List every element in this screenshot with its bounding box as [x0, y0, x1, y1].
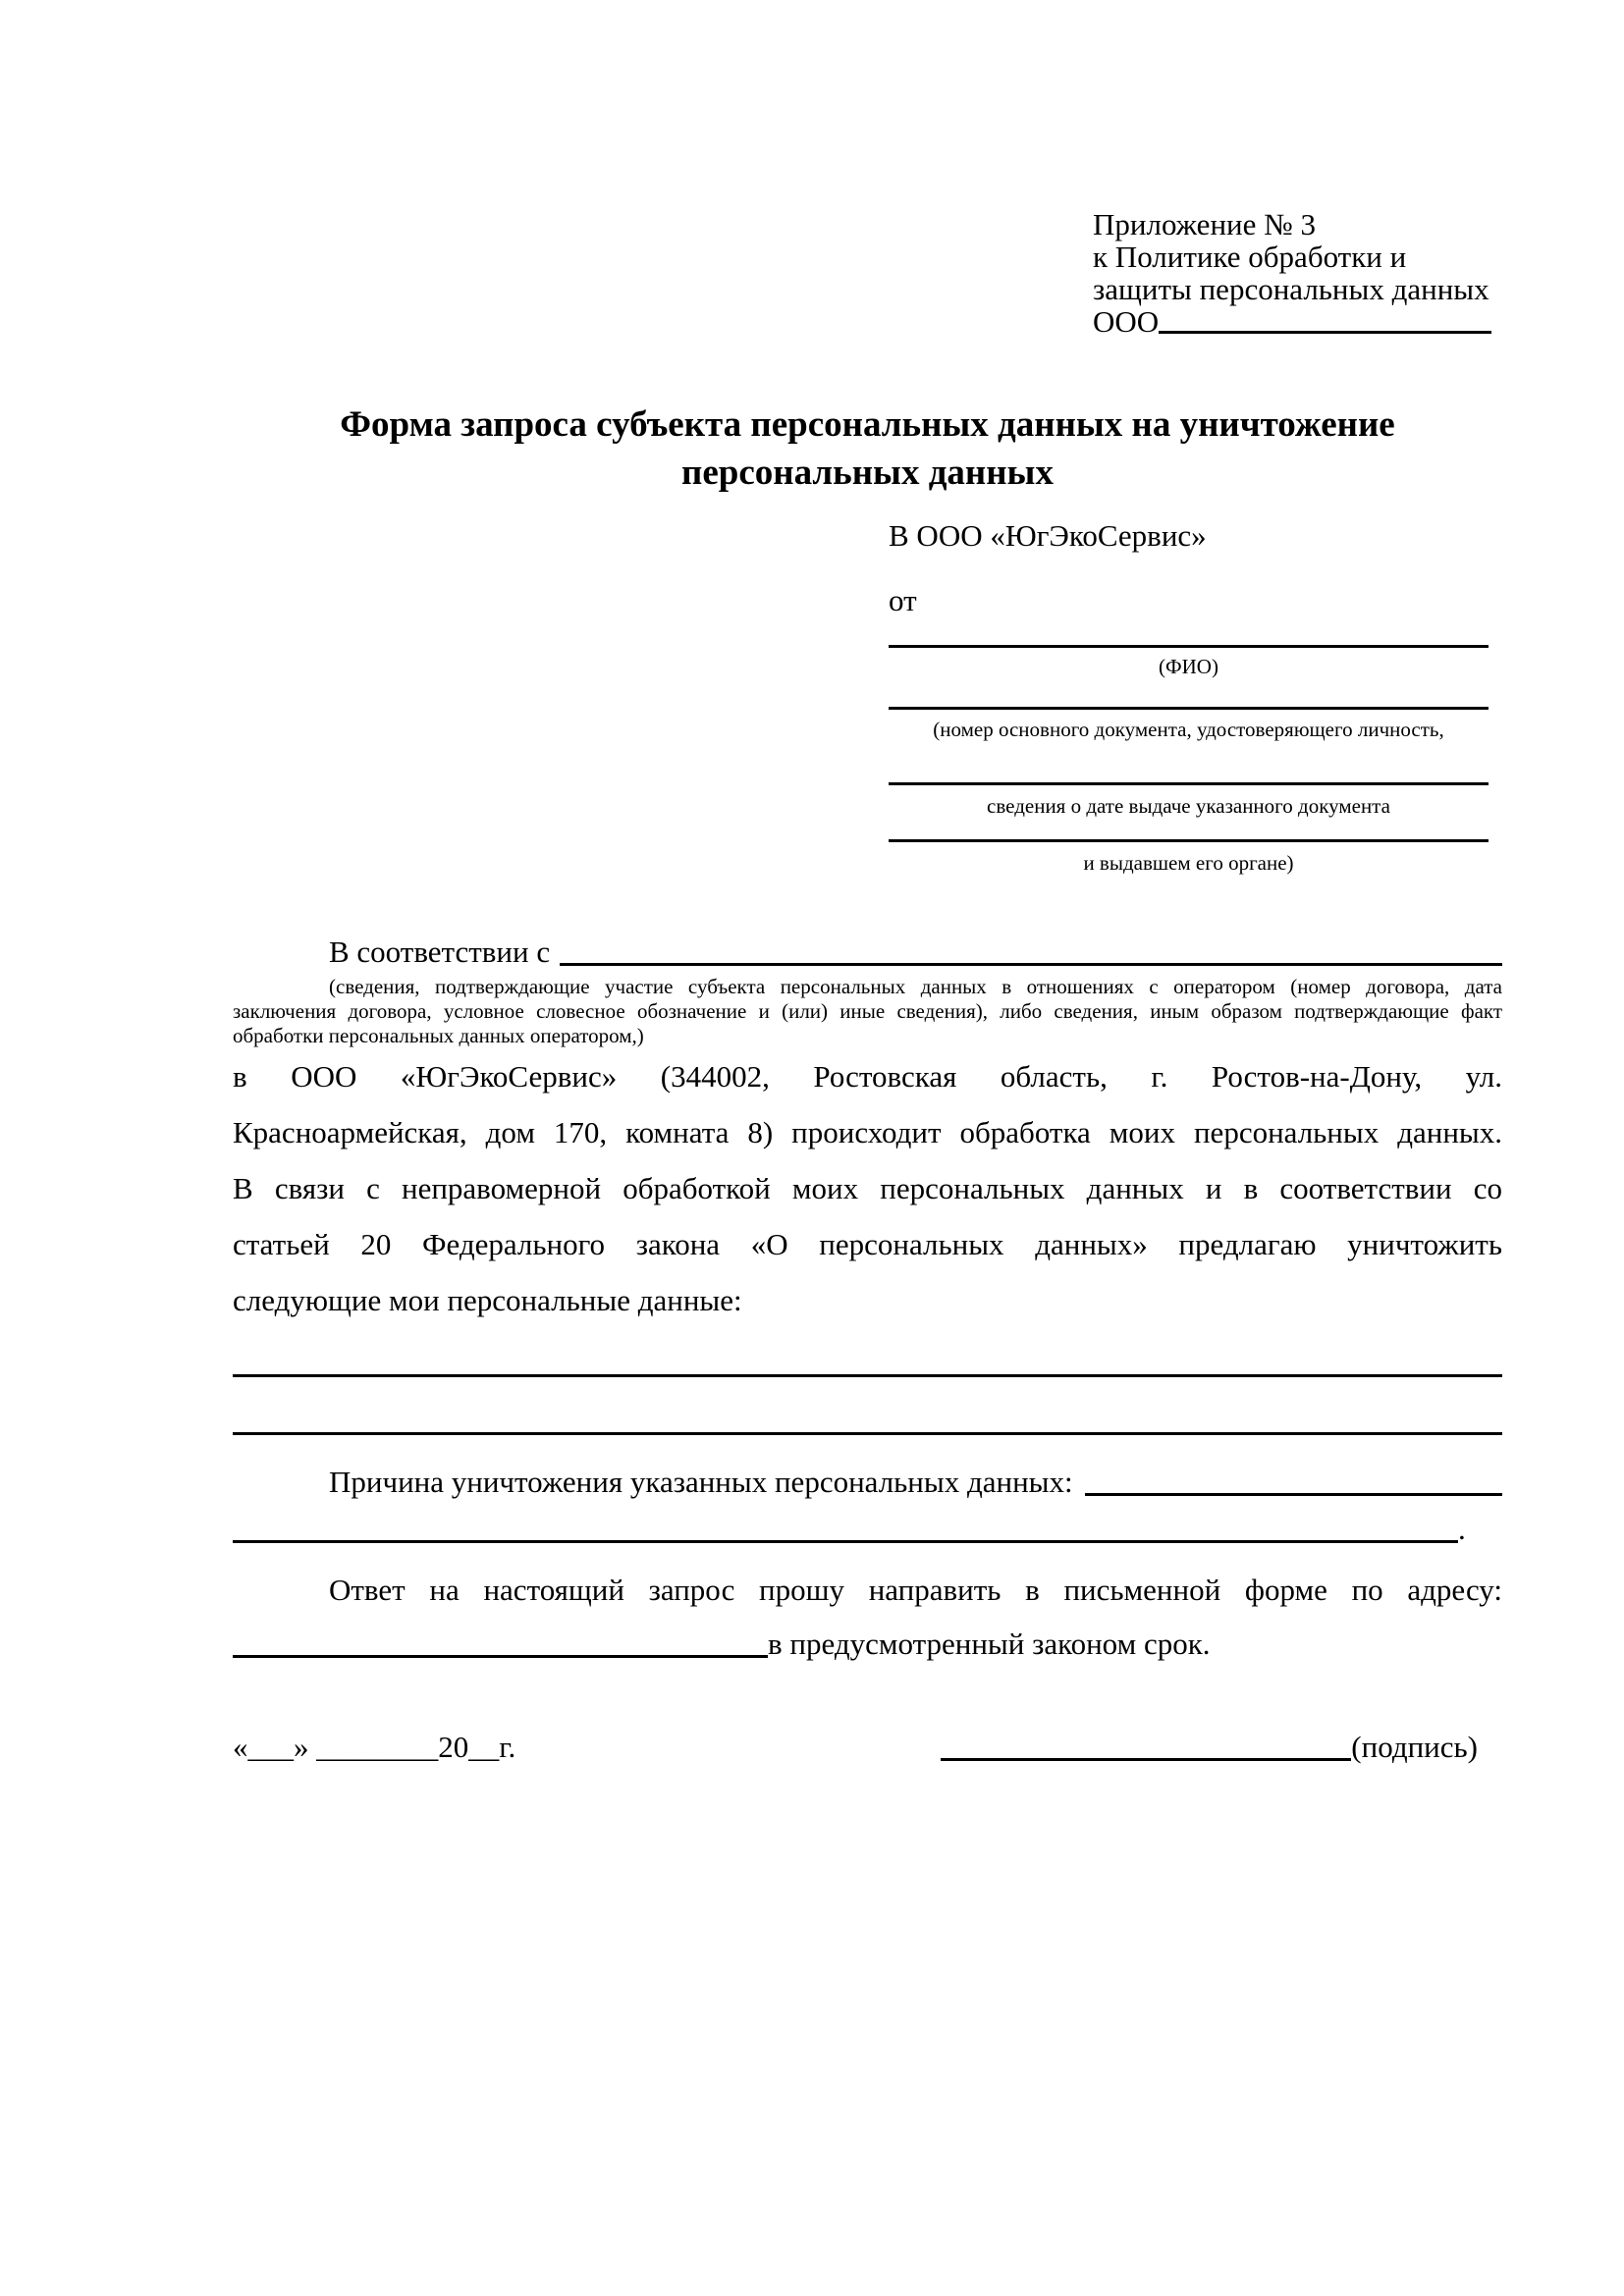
field-underline-document — [889, 707, 1489, 710]
signature-caption: (подпись) — [1351, 1730, 1478, 1764]
reason-blank-line — [1085, 1493, 1502, 1496]
appendix-header — [1093, 208, 1491, 338]
reason-continuation-row — [233, 1512, 1502, 1547]
appendix-line: к Политике обработки и — [1093, 240, 1407, 274]
note-line: заключения договора, условное словесное обозначение и (или) иные сведения), либо сведения, иным образом подтверждающие факт — [233, 999, 1502, 1023]
field-caption-issuer: и выдавшем его органе) — [1083, 851, 1294, 875]
blank-line — [233, 1374, 1502, 1377]
footer-row — [233, 1730, 1502, 1765]
reason-row — [233, 1465, 1502, 1500]
note-line: обработки персональных данных оператором,) — [233, 1024, 644, 1047]
accordance-prefix: В соответствии с — [329, 934, 551, 969]
paragraph-line: в ООО «ЮгЭкоСервис» (344002, Ростовская область, г. Ростов-на-Дону, ул. — [233, 1059, 1502, 1094]
address-blank-line — [233, 1655, 768, 1658]
field-underline-fio — [889, 645, 1489, 648]
addressee-company: В ООО «ЮгЭкоСервис» — [889, 518, 1207, 553]
accordance-blank-line — [560, 963, 1502, 966]
document-title-text: Форма запроса субъекта персональных данных на уничтожение персональных данных — [340, 404, 1395, 493]
period-char: . — [1458, 1512, 1466, 1546]
appendix-line: защиты персональных данных — [1093, 272, 1489, 306]
term-row — [233, 1627, 1502, 1662]
note-line: (сведения, подтверждающие участие субъекта персональных данных в отношениях с оператором (номер договора, дата — [329, 975, 1502, 998]
blank-line — [233, 1432, 1502, 1435]
reply-line: Ответ на настоящий запрос прошу направить в письменной форме по адресу: — [329, 1573, 1502, 1607]
term-text: в предусмотренный законом срок. — [768, 1627, 1211, 1661]
field-caption-fio: (ФИО) — [1159, 655, 1218, 678]
signature-blank-line — [941, 1758, 1351, 1761]
paragraph-line: статьей 20 Федерального закона «О персональных данных» предлагаю уничтожить — [233, 1227, 1502, 1261]
appendix-ooo-row — [1093, 305, 1491, 338]
paragraph-line: В связи с неправомерной обработкой моих персональных данных и в соответствии со — [233, 1171, 1502, 1205]
field-caption-issue-date: сведения о дате выдаче указанного документа — [987, 794, 1390, 818]
field-underline-issuer — [889, 839, 1489, 842]
field-caption-document: (номер основного документа, удостоверяющего личность, — [933, 718, 1444, 741]
reason-blank-line-2 — [233, 1540, 1458, 1543]
date-blank-text: «___» ________20__г. — [233, 1730, 516, 1764]
field-underline-issue-date — [889, 782, 1489, 785]
ooo-blank-line — [1159, 331, 1491, 334]
accordance-row — [233, 934, 1502, 970]
appendix-line: Приложение № 3 — [1093, 207, 1316, 241]
accordance-note — [233, 975, 1502, 1048]
addressee-from-label: от — [889, 583, 917, 617]
ooo-prefix: ООО — [1093, 304, 1160, 339]
reason-label: Причина уничтожения указанных персональных данных: — [329, 1465, 1073, 1499]
paragraph-line: Красноармейская, дом 170, комната 8) происходит обработка моих персональных данных. — [233, 1115, 1502, 1149]
document-title — [233, 400, 1502, 497]
paragraph-line: следующие мои персональные данные: — [233, 1283, 742, 1317]
signature-group — [941, 1730, 1478, 1765]
